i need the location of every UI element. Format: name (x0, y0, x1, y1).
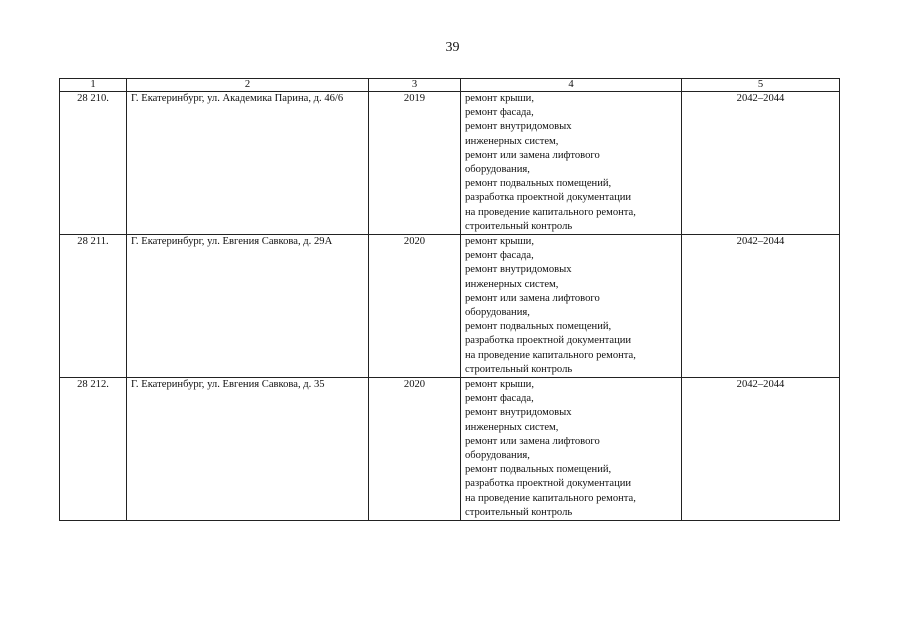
page-number: 39 (445, 40, 460, 55)
commission-year: 2020 (369, 235, 461, 378)
work-item: ремонт внутридомовых (465, 407, 572, 419)
building-address: Г. Екатеринбург, ул. Академика Парина, д. 46/6 (127, 92, 369, 235)
building-address: Г. Екатеринбург, ул. Евгения Савкова, д. 29А (127, 235, 369, 378)
table-row (60, 92, 840, 235)
work-item: оборудования, (465, 307, 530, 319)
repair-period: 2042–2044 (682, 92, 840, 235)
table-row (60, 235, 840, 378)
work-item: ремонт крыши, (465, 93, 534, 104)
work-item: оборудования, (465, 164, 530, 176)
work-item: ремонт или замена лифтового (465, 292, 600, 304)
header-col-2: 2 (127, 79, 369, 92)
header-col-5: 5 (682, 79, 840, 92)
row-number: 28 212. (60, 378, 127, 521)
header-col-1: 1 (60, 79, 127, 92)
work-item: строительный контроль (465, 506, 573, 518)
row-number: 28 210. (60, 92, 127, 235)
header-col-4: 4 (461, 79, 682, 92)
work-item: ремонт или замена лифтового (465, 149, 600, 161)
work-item: инженерных систем, (465, 421, 559, 433)
work-item: ремонт фасада, (465, 250, 534, 262)
work-item: строительный контроль (465, 220, 573, 232)
building-address: Г. Екатеринбург, ул. Евгения Савкова, д. 35 (127, 378, 369, 521)
header-col-3: 3 (369, 79, 461, 92)
row-number: 28 211. (60, 235, 127, 378)
work-item: на проведение капитального ремонта, (465, 206, 636, 218)
work-item: инженерных систем, (465, 278, 559, 290)
commission-year: 2020 (369, 378, 461, 521)
work-item: разработка проектной документации (465, 335, 632, 347)
work-item: ремонт подвальных помещений, (465, 178, 612, 190)
works-list (461, 378, 682, 521)
work-item: ремонт крыши, (465, 236, 534, 248)
work-item: ремонт подвальных помещений, (465, 321, 612, 333)
works-list (461, 235, 682, 378)
work-item: ремонт внутридомовых (465, 264, 572, 276)
work-item: разработка проектной документации (465, 192, 632, 204)
work-item: разработка проектной документации (465, 478, 632, 490)
table-row (60, 378, 840, 521)
repair-period: 2042–2044 (682, 378, 840, 521)
work-item: строительный контроль (465, 363, 573, 375)
repair-period: 2042–2044 (682, 235, 840, 378)
work-item: ремонт крыши, (465, 379, 534, 391)
table-header-row (60, 79, 840, 92)
work-item: инженерных систем, (465, 135, 559, 147)
work-item: ремонт фасада, (465, 393, 534, 405)
work-item: оборудования, (465, 450, 530, 462)
repair-schedule-table (59, 78, 840, 521)
commission-year: 2019 (369, 92, 461, 235)
work-item: ремонт подвальных помещений, (465, 464, 612, 476)
works-list (461, 92, 682, 235)
work-item: ремонт внутридомовых (465, 121, 572, 133)
work-item: на проведение капитального ремонта, (465, 492, 636, 504)
work-item: на проведение капитального ремонта, (465, 349, 636, 361)
work-item: ремонт или замена лифтового (465, 435, 600, 447)
work-item: ремонт фасада, (465, 107, 534, 119)
